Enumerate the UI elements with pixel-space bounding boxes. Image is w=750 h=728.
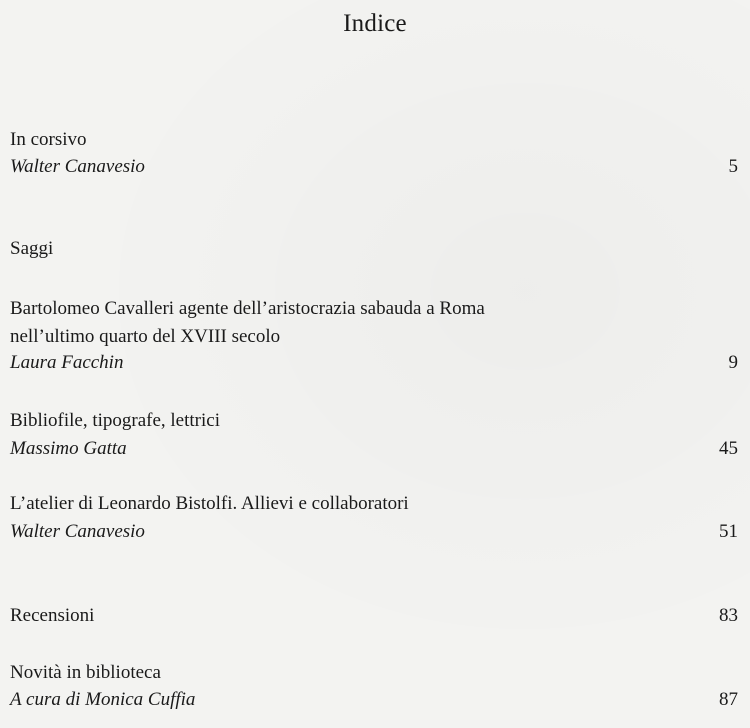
entry-page-recensioni: 83 bbox=[719, 605, 738, 626]
entry-page-in-corsivo: 5 bbox=[728, 156, 738, 177]
entry-heading-atelier: L’atelier di Leonardo Bistolfi. Allievi e collaboratori bbox=[10, 493, 409, 514]
entry-page-bibliofile: 45 bbox=[719, 438, 738, 459]
entry-page-cavalleri: 9 bbox=[728, 352, 738, 373]
entry-heading-novita: Novità in biblioteca bbox=[10, 662, 161, 683]
entry-heading-recensioni: Recensioni bbox=[10, 605, 95, 626]
page-title: Indice bbox=[343, 10, 407, 37]
entry-author-atelier: Walter Canavesio bbox=[10, 521, 145, 542]
entry-page-novita: 87 bbox=[719, 689, 738, 710]
entry-heading-cavalleri-line1: Bartolomeo Cavalleri agente dell’aristocrazia sabauda a Roma bbox=[10, 298, 485, 319]
entry-author-bibliofile: Massimo Gatta bbox=[10, 438, 127, 459]
entry-author-novita: A cura di Monica Cuffia bbox=[10, 689, 196, 710]
section-heading-saggi: Saggi bbox=[10, 238, 54, 259]
entry-author-in-corsivo: Walter Canavesio bbox=[10, 156, 145, 177]
entry-heading-cavalleri-line2: nell’ultimo quarto del XVIII secolo bbox=[10, 326, 281, 347]
entry-page-atelier: 51 bbox=[719, 521, 738, 542]
entry-heading-in-corsivo: In corsivo bbox=[10, 129, 87, 150]
entry-author-cavalleri: Laura Facchin bbox=[10, 352, 124, 373]
entry-heading-bibliofile: Bibliofile, tipografe, lettrici bbox=[10, 410, 220, 431]
